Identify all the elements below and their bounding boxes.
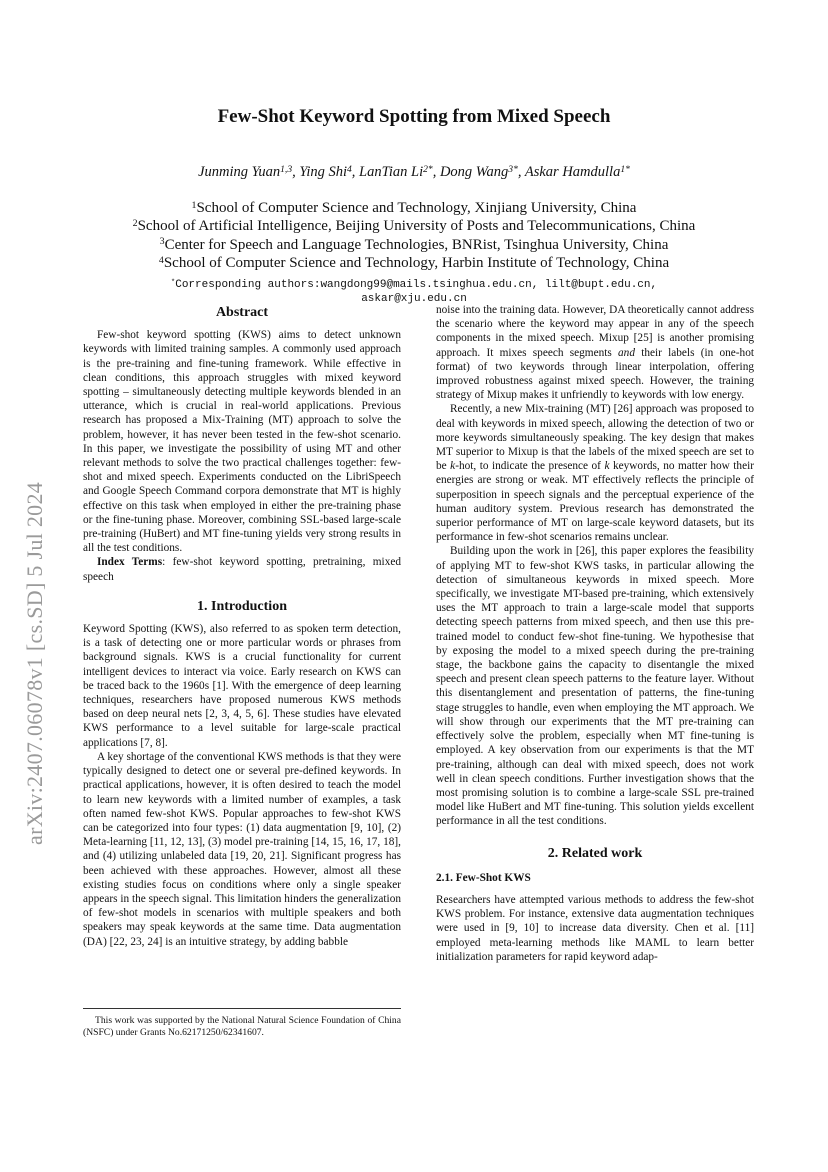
arxiv-identifier: arXiv:2407.06078v1 [cs.SD] 5 Jul 2024 (22, 481, 47, 845)
author: LanTian $Li^{2*}$, (359, 163, 440, 180)
affiliation: $^1$School of Computer Science and Technology, Xinjiang University, China (191, 199, 637, 216)
funding-footnote: This work was supported by the National Natural Science Foundation of China (NSFC) under Grants No.62171250/62341607. (83, 1008, 401, 1040)
author: Junming Yuan$^{1,3}$, (198, 163, 300, 180)
paper-title: Few-Shot Keyword Spotting from Mixed Speech (217, 106, 611, 127)
introduction-heading: 1. Introduction (197, 598, 287, 614)
related-work-heading: 2. Related work (547, 845, 643, 861)
affiliation: $^2$School of Artificial Intelligence, Beijing University of Posts and Telecommunications, China (132, 217, 696, 235)
intro-paragraph-continued: noise into the training data. However, DA theoretically cannot address the scenario where the keyword may appear in any of the speech components in the mixed speech. Mixup [25] is another promising approach. It mixes speech segments and their labels (in one-hot format) of two keywords through linear interpolation, offering improved robustness against mixed speech. However, the training strategy of Mixup makes it unfriendly to keywords with low energy. (436, 304, 754, 402)
affiliation-list (0, 199, 828, 273)
affiliation: $^3$Center for Speech and Language Technologies, BNRist, Tsinghua University, China (159, 236, 669, 253)
index-terms (83, 555, 401, 583)
author: Dong Wang$^{3*}$, (439, 163, 525, 180)
few-shot-kws-subheading: 2.1. Few-Shot KWS (436, 871, 531, 884)
author-list (0, 164, 828, 181)
intro-paragraph-1: Keyword Spotting (KWS), also referred to as spoken term detection, is a task of detecting one or more particular words or phrases from background signals. KWS is a crucial functionality for current intelligent devices to interact via voice. Early research on KWS can be traced back to the 1960s [1]. With the emergence of deep learning techniques, researchers have proposed numerous KWS methods based on deep neural nets [2, 3, 4, 5, 6]. These studies have elevated KWS performance to a level suitable for large-scale practical applications [7, 8]. (83, 623, 401, 749)
abstract-text: Few-shot keyword spotting (KWS) aims to detect unknown keywords with limited training samples. A commonly used approach is the pre-training and fine-tuning framework. While effective in clean conditions, this approach struggles with mixed keyword spotting – simultaneously detecting multiple keywords blended in an utterance, which is crucial in real-world applications. Previous research has proposed a Mix-Training (MT) approach to solve the problem, however, it has never been tested in the few-shot scenario. In this paper, we investigate the possibility of using MT and other relevant methods to solve the two practical challenges together: few-shot and mixed speech. Experiments conducted on the LibriSpeech and Google Speech Command corpora demonstrate that MT is highly effective on this task when employed in either the pre-training phase or the fine-tuning phase. Moreover, combining SSL-based large-scale pre-training (HuBert) and MT fine-tuning yields very strong results in all the test conditions. (83, 329, 401, 555)
abstract-heading: Abstract (215, 305, 269, 320)
index-terms-text: : few-shot keyword spotting, pretraining, mixed speech (83, 556, 402, 583)
related-work-paragraph: Researchers have attempted various methods to address the few-shot KWS problem. For instance, extensive data augmentation techniques were used in [9, 10] to increase data diversity. Chen et al. [11] employed meta-learning methods like MAML to learn better initialization parameters for rapid keyword adap- (436, 893, 754, 963)
author: Askar Hamdulla$^{1*}$ (524, 163, 630, 180)
left-column (83, 300, 401, 949)
right-column (436, 303, 754, 964)
affiliation: $^4$School of Computer Science and Technology, Harbin Institute of Technology, China (158, 254, 670, 272)
intro-paragraph-2: A key shortage of the conventional KWS methods is that they were typically designed to detect one or several pre-defined keywords. In practical applications, however, it is often desired to teach the model to learn new keywords with a limited number of examples, a task often named few-shot KWS. Popular approaches to few-shot KWS can be categorized into four types: (1) data augmentation [9, 10], (2) Meta-learning [11, 12, 13], (3) model pre-training [14, 15, 16, 17, 18], and (4) utilizing unlabeled data [19, 20, 21]. Significant progress has been achieved with these approaches. However, almost all these existing studies focus on conditions where only a single speaker appears in the speech signal. This limitation hinders the generalization of few-shot models in scenarios with multiple speakers and both speakers may speak keywords at the same time. Data augmentation (DA) [22, 23, 24] is an intuitive strategy, by adding babble (83, 750, 402, 948)
email-line[interactable]: askar@xju.edu.cn (361, 293, 467, 305)
intro-paragraph-contribution: Building upon the work in [26], this paper explores the feasibility of applying MT to few-shot KWS tasks, in particular allowing the detection of simultaneous keywords in mixed speech. More specifically, we investigate MT-based pre-training, which extensively uses the MT approach to train a large-scale model that supports detecting speech patterns from mixed speech, and then use this pre-trained model to conduct few-shot fine-tuning. We hypothesise that by exposing the model to a mixed speech during the pre-training stage, the backbone gains the capacity to disentangle the mixed speech and present clean speech patterns to the feature layer. Without this disentanglement and presentation of patterns, the fine-tuning stage struggles to handle, even when employing the MT approach. We will show through our experiments that the MT pre-training can effectively solve the problem, especially when MT fine-tuning is employed. A key observation from our experiments is that the MT pre-training, although can deal with mixed speech, does not work well in clean speech conditions. Further investigation shows that the most promising solution is to combine a large-scale SSL pre-trained model like HuBert and MT fine-tuning. This solution yields excellent performance in all the test conditions. (436, 545, 754, 828)
author: Ying Shi$^4$, (299, 163, 360, 180)
email-line[interactable]: *Corresponding authors:wangdong99@mails.tsinghua.edu.cn, lilt@bupt.edu.cn, (170, 278, 658, 291)
index-terms-label: Index Terms (97, 556, 163, 569)
intro-paragraph-mix-training: Recently, a new Mix-training (MT) [26] approach was proposed to deal with keywords in mixed speech, allowing the detection of two or more keywords simultaneously speaking. The key design that makes MT superior to Mixup is that the labels of the mixed speech are set to be k-hot, to indicate the presence of k keywords, no matter how their energies are strong or weak. MT effectively reflects the principle of superposition in speech signals and the perceptual experience of the human auditory system. Previous research has demonstrated the superior performance of MT on large-scale keyword datasets, but its performance in few-shot scenarios remains unclear. (436, 403, 754, 544)
